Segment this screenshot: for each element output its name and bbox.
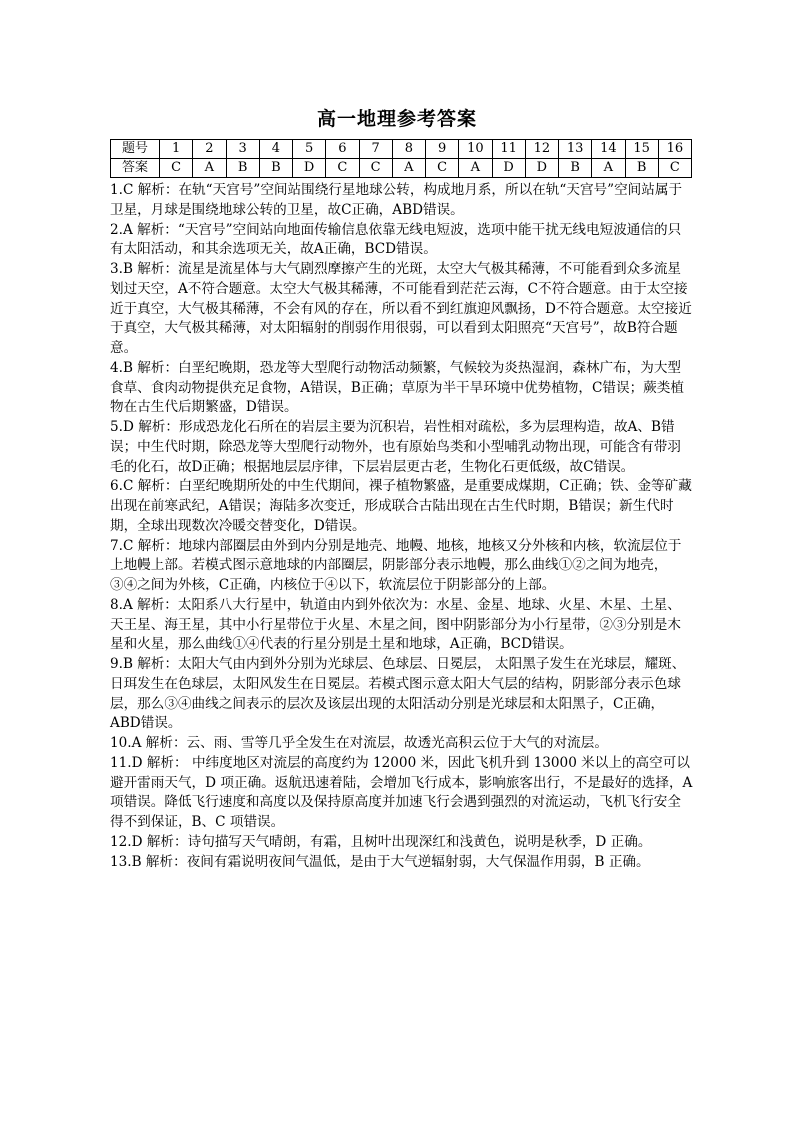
- question-number-cell: 14: [592, 140, 625, 159]
- answer-cell: C: [359, 159, 392, 178]
- answer-cell: D: [525, 159, 558, 178]
- question-number-cell: 16: [658, 140, 691, 159]
- question-number-cell: 6: [326, 140, 359, 159]
- question-number-cell: 8: [392, 140, 425, 159]
- question-number-cell: 10: [459, 140, 492, 159]
- answer-cell: B: [226, 159, 259, 178]
- question-number-row: [111, 140, 692, 159]
- question-number-cell: 9: [426, 140, 459, 159]
- answer-cell: A: [193, 159, 226, 178]
- answer-cell: A: [392, 159, 425, 178]
- explanation-paragraph: 7.C 解析：地球内部圈层由外到内分别是地壳、地幔、地核，地核又分外核和内核，软流层位于上地幔上部。若模式图示意地球的内部圈层，阴影部分表示地幔，那么曲线①②之间为地壳，③④之间为外核，C正确，内核位于④以下，软流层位于阴影部分的上部。: [110, 537, 682, 593]
- answer-cell: C: [658, 159, 691, 178]
- question-number-cell: 15: [625, 140, 658, 159]
- answer-cell: D: [492, 159, 525, 178]
- answer-cell: D: [293, 159, 326, 178]
- question-number-cell: 2: [193, 140, 226, 159]
- question-number-cell: 13: [559, 140, 592, 159]
- explanation-paragraph: 1.C 解析：在轨“天宫号”空间站围绕行星地球公转，构成地月系，所以在轨“天宫号”空间站属于卫星，月球是围绕地球公转的卫星，故C正确，ABD错误。: [110, 182, 683, 218]
- explanation-paragraph: 8.A 解析：太阳系八大行星中，轨道由内到外依次为：水星、金星、地球、火星、木星、土星、天王星、海王星，其中小行星带位于火星、木星之间，图中阴影部分为小行星带，②③分别是木星和火星，那么曲线①④代表的行星分别是土星和地球，A正确，BCD错误。: [110, 596, 681, 653]
- page-title: 高一地理参考答案: [316, 108, 477, 130]
- answer-cell: A: [459, 159, 492, 178]
- answer-cell: B: [259, 159, 292, 178]
- question-number-cell: 1: [160, 140, 193, 159]
- row-label-question-number: 题号: [111, 140, 160, 159]
- explanation-paragraph: 5.D 解析：形成恐龙化石所在的岩层主要为沉积岩，岩性相对疏松，多为层理构造，故A、B错误；中生代时期，除恐龙等大型爬行动物外，也有原始鸟类和小型哺乳动物出现，可能含有带羽毛的化石，故D正确；根据地层层序律，下层岩层更古老，生物化石更低级，故C错误。: [110, 419, 681, 475]
- answer-row: [111, 159, 692, 178]
- explanation-paragraph: 2.A 解析：“天宫号”空间站向地面传输信息依靠无线电短波，选项中能干扰无线电短波通信的只有太阳活动，和其余选项无关，故A正确，BCD错误。: [110, 221, 682, 258]
- explanations: [110, 181, 694, 872]
- explanation-paragraph: 6.C 解析：白垩纪晚期所处的中生代期间，裸子植物繁盛，是重要成煤期，C正确；铁、金等矿藏出现在前寒武纪，A错误；海陆多次变迁，形成联合古陆出现在古生代时期，B错误；新生代时期，全球出现数次冷暖交替变化，D错误。: [110, 478, 692, 534]
- question-number-cell: 7: [359, 140, 392, 159]
- explanation-paragraph: 12.D 解析：诗句描写天气晴朗，有霜，且树叶出现深红和浅黄色，说明是秋季，D 正确。: [110, 833, 652, 850]
- answer-cell: C: [326, 159, 359, 178]
- explanation-paragraph: 10.A 解析：云、雨、雪等几乎全发生在对流层，故透光高积云位于大气的对流层。: [110, 735, 608, 751]
- answer-cell: C: [426, 159, 459, 178]
- question-number-cell: 11: [492, 140, 525, 159]
- question-number-cell: 4: [259, 140, 292, 159]
- answer-cell: B: [559, 159, 592, 178]
- row-label-answer: 答案: [111, 159, 160, 178]
- explanation-paragraph: 3.B 解析：流星是流星体与大气剧烈摩擦产生的光斑，太空大气极其稀薄，不可能看到众多流星划过天空，A不符合题意。太空大气极其稀薄，不可能看到茫茫云海，C不符合题意。由于太空接近于真空，大气极其稀薄，不会有风的存在，所以看不到红旗迎风飘扬，D不符合题意。太空接近于真空，大气极其稀薄，对太阳辐射的削弱作用很弱，可以看到太阳照亮“天宫号”，故B符合题意。: [110, 261, 692, 356]
- answer-table: [110, 139, 692, 178]
- answer-cell: C: [160, 159, 193, 178]
- explanation-paragraph: 11.D 解析： 中纬度地区对流层的高度约为 12000 米，因此飞机升到 13000 米以上的高空可以避开雷雨天气，D 项正确。返航迅速着陆，会增加飞行成本，影响旅客出行，不是最好的选择，A 项错误。降低飞行速度和高度以及保持原高度并加速飞行会遇到强烈的对流运动，飞机飞行安全得不到保证，B、C 项错误。: [110, 754, 693, 830]
- question-number-cell: 3: [226, 140, 259, 159]
- answer-cell: A: [592, 159, 625, 178]
- question-number-cell: 12: [525, 140, 558, 159]
- question-number-cell: 5: [293, 140, 326, 159]
- explanation-paragraph: 4.B 解析：白垩纪晚期，恐龙等大型爬行动物活动频繁，气候较为炎热湿润，森林广布，为大型食草、食肉动物提供充足食物，A错误，B正确；草原为半干旱环境中优势植物，C错误；蕨类植物在古生代后期繁盛，D错误。: [110, 359, 684, 416]
- answer-cell: B: [625, 159, 658, 178]
- explanation-paragraph: 13.B 解析：夜间有霜说明夜间气温低，是由于大气逆辐射弱，大气保温作用弱，B 正确。: [110, 853, 650, 870]
- explanation-paragraph: 9.B 解析：太阳大气由内到外分别为光球层、色球层、日冕层， 太阳黑子发生在光球层，耀斑、日珥发生在色球层，太阳风发生在日冕层。若模式图示意太阳大气层的结构，阴影部分表示色球层，那么③④曲线之间表示的层次及该层出现的太阳活动分别是光球层和太阳黑子，C正确，ABD错误。: [110, 656, 686, 732]
